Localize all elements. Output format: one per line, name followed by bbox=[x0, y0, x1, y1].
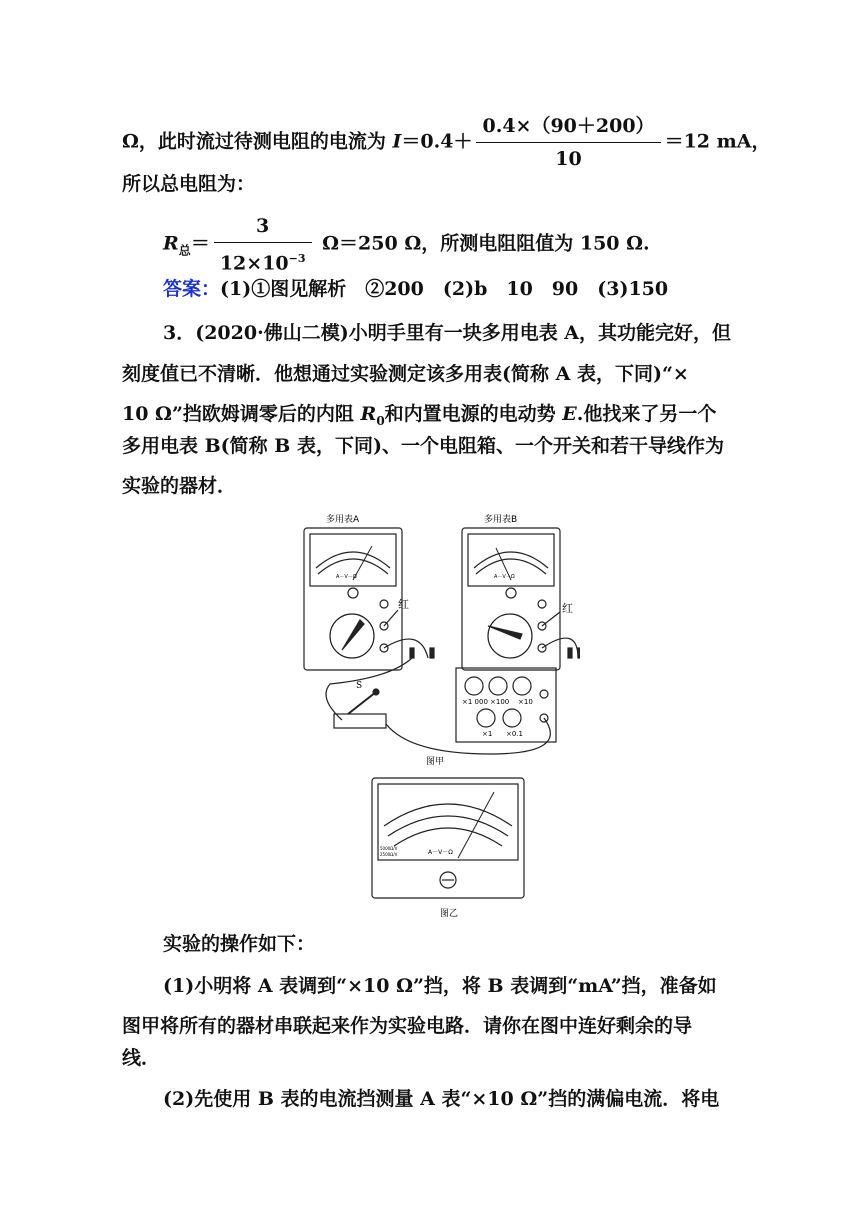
wire-meter-a-to-switch bbox=[326, 658, 412, 720]
meter-a-label: 多用表A bbox=[326, 515, 360, 525]
var-r: R bbox=[163, 232, 179, 255]
text-suffix: ＝12 mA， bbox=[664, 130, 771, 153]
meter-a-red-label: 红 bbox=[398, 598, 409, 611]
figure-circuit bbox=[290, 508, 580, 766]
q3-line3b: 和内置电源的电动势 bbox=[384, 403, 563, 425]
wire-switch-to-box bbox=[386, 718, 550, 754]
answer-line bbox=[163, 275, 668, 303]
ops-p1-line1: (1)小明将 A 表调到“×10 Ω”挡，将 B 表调到“mA”挡，准备如 bbox=[163, 975, 717, 997]
meter-b-selector-dial bbox=[488, 614, 532, 658]
var-r0: R bbox=[360, 403, 377, 425]
q3-line1: 3．(2020·佛山二模)小明手里有一块多用电表 A，其功能完好，但 bbox=[163, 322, 732, 344]
fraction-denominator: 10 bbox=[555, 148, 582, 170]
meter-face-arc-3 bbox=[394, 828, 502, 846]
meter-b-selector-knob bbox=[488, 626, 522, 639]
meter-face-arc-1 bbox=[384, 804, 512, 826]
meter-a-selector-knob bbox=[342, 620, 364, 650]
box-label-x1000: ×1 000 bbox=[462, 698, 488, 706]
meter-face-arc-2 bbox=[388, 816, 508, 836]
q3-line3 bbox=[122, 400, 716, 435]
den-base: 12×10 bbox=[219, 252, 289, 275]
meter-a-probe-1 bbox=[410, 648, 414, 658]
fraction-current bbox=[476, 112, 660, 173]
meter-b-adjust-screw bbox=[506, 588, 516, 598]
q3-line3a: 10 Ω”挡欧姆调零后的内阻 bbox=[122, 403, 361, 425]
figure2-caption: 图乙 bbox=[440, 909, 459, 919]
eq-sign: ＝ bbox=[190, 232, 210, 255]
meter-b-probe-2 bbox=[578, 648, 580, 658]
meter-a-adjust-screw bbox=[348, 588, 358, 598]
meter-b-scale-arc bbox=[474, 552, 548, 568]
meter-a-terminal-top bbox=[380, 600, 388, 608]
switch-lever bbox=[348, 692, 376, 714]
dial-x1 bbox=[477, 709, 495, 727]
meter-face-spec2: 2500Ω/V bbox=[380, 852, 398, 857]
meter-b-terminal-top bbox=[538, 600, 546, 608]
var-r0-sub: 0 bbox=[376, 413, 385, 428]
ops-intro: 实验的操作如下： bbox=[163, 933, 316, 955]
box-label-x10: ×10 bbox=[518, 698, 533, 706]
fraction-numerator: 3 bbox=[214, 212, 312, 243]
meter-b-body bbox=[462, 528, 560, 670]
meter-face-scale-text: A－V－Ω bbox=[428, 849, 453, 856]
fraction-resistance bbox=[214, 212, 312, 277]
text-suffix: Ω＝250 Ω，所测电阻阻值为 150 Ω. bbox=[315, 232, 650, 255]
ops-p1-line3: 线． bbox=[122, 1047, 161, 1069]
box-label-x1: ×1 bbox=[482, 730, 493, 738]
meter-face-spec1: 5000Ω/V bbox=[380, 846, 398, 851]
dial-x10 bbox=[513, 677, 531, 695]
box-label-x100: ×100 bbox=[490, 698, 510, 706]
den-exp: −3 bbox=[288, 252, 306, 265]
box-terminal-top bbox=[540, 690, 548, 698]
ops-p2-line1: (2)先使用 B 表的电流挡测量 A 表“×10 Ω”挡的满偏电流．将电 bbox=[163, 1088, 720, 1110]
answer-label: 答案： bbox=[163, 278, 221, 300]
var-e: E bbox=[562, 403, 577, 425]
meter-b-probe-1 bbox=[568, 648, 572, 658]
fraction-denominator bbox=[214, 243, 312, 277]
dial-x01 bbox=[503, 709, 521, 727]
meter-a-lead-wire bbox=[384, 639, 428, 658]
box-label-x01: ×0.1 bbox=[506, 730, 523, 738]
total-resistance-intro: 所以总电阻为： bbox=[122, 173, 256, 195]
q3-line5: 实验的器材． bbox=[122, 475, 237, 497]
figure1-caption: 图甲 bbox=[426, 757, 445, 766]
meter-a-scale-arc bbox=[316, 552, 390, 568]
formula-total-resistance bbox=[163, 212, 650, 277]
meter-b-scale-arc-2 bbox=[476, 559, 546, 574]
switch-base bbox=[334, 714, 386, 728]
meter-a-scale-arc-2 bbox=[318, 559, 388, 574]
switch-label: S bbox=[356, 681, 363, 691]
q3-line3c: .他找来了另一个 bbox=[576, 403, 717, 425]
dial-x100 bbox=[489, 677, 507, 695]
meter-b-scale-text: A－V－Ω bbox=[494, 574, 515, 580]
q3-line2: 刻度值已不清晰．他想通过实验测定该多用表(简称 A 表，下同)“× bbox=[122, 363, 689, 385]
var-i: I bbox=[392, 130, 402, 153]
meter-b-red-label: 红 bbox=[562, 602, 573, 615]
switch-handle bbox=[373, 689, 379, 695]
var-r-sub: 总 bbox=[178, 243, 191, 258]
fraction-numerator: 0.4×（90＋200） bbox=[476, 112, 660, 143]
meter-a-red-arrow bbox=[384, 610, 398, 626]
figure-meter-face bbox=[368, 774, 528, 920]
text-prefix: Ω，此时流过待测电阻的电流为 bbox=[122, 130, 393, 153]
ops-p1-line2: 图甲将所有的器材串联起来作为实验电路．请你在图中连好剩余的导 bbox=[122, 1015, 693, 1037]
meter-b-label: 多用表B bbox=[484, 515, 518, 525]
answer-text: (1)①图见解析 ②200 (2)b 10 90 (3)150 bbox=[220, 278, 669, 300]
meter-b-red-arrow bbox=[542, 612, 560, 626]
eq-part: ＝0.4＋ bbox=[401, 130, 473, 153]
dial-x1000 bbox=[465, 677, 483, 695]
formula-current-line bbox=[122, 112, 770, 173]
q3-line4: 多用电表 B(简称 B 表，下同)、一个电阻箱、一个开关和若干导线作为 bbox=[122, 435, 724, 457]
meter-a-scale-text: A－V－Ω bbox=[336, 574, 357, 580]
meter-a-probe-2 bbox=[430, 648, 434, 658]
meter-a-body bbox=[304, 528, 402, 670]
